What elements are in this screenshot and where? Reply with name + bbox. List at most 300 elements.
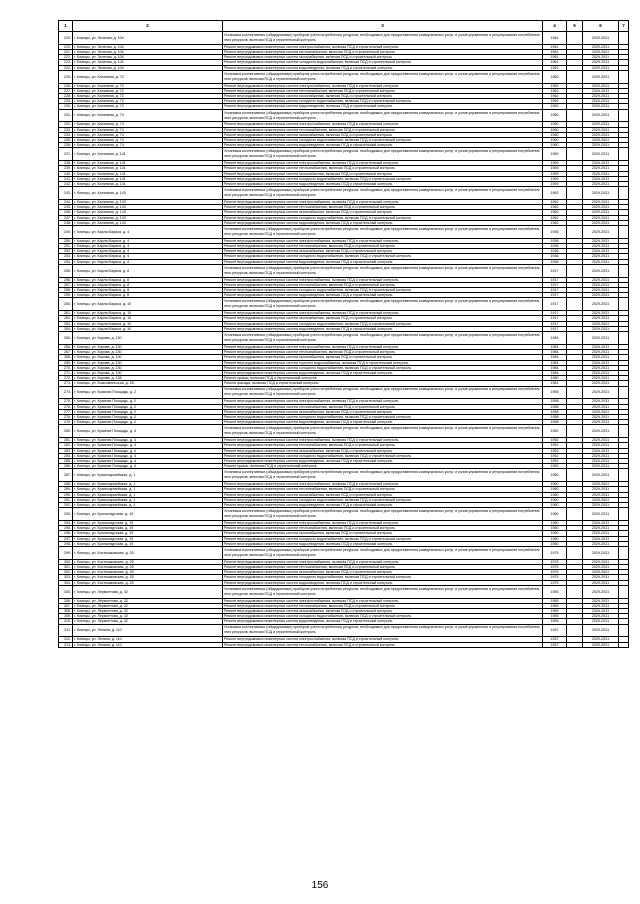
address-cell: г. Клинцы, ул. Костюшковская, д. 25	[73, 580, 223, 585]
work-type-cell: Ремонт внутридомовых инженерных систем водоотведения, включая ПСД и строительный контроль	[223, 182, 543, 187]
work-type-cell: Установка коллективных (общедомовых) приборов учета потребления ресурсов, необходимых для предоставления коммунальных услуг, и узлов управления и регулирования потребления этих ресурсов, включая ПСД и строительный контроль	[223, 624, 543, 637]
work-type-cell: Ремонт внутридомовых инженерных систем теплоснабжения, включая ПСД и строительный контроль	[223, 526, 543, 531]
year-cell: 1959	[543, 161, 567, 166]
period-cell: 2029-2031	[583, 414, 619, 419]
period-cell: 2029-2031	[583, 210, 619, 215]
row-number-cell: 271.	[59, 370, 73, 375]
address-cell: г. Клинцы, ул. Калинина, д. 74	[73, 109, 223, 122]
row-number-cell: 292.	[59, 502, 73, 507]
row-number-cell: 228.	[59, 94, 73, 99]
row-number-cell: 258.	[59, 288, 73, 293]
row-number-cell: 222.	[59, 55, 73, 60]
page-number: 156	[311, 880, 329, 891]
address-cell: г. Клинцы, ул. Калинина, д. 72	[73, 94, 223, 99]
work-type-cell: Ремонт внутридомовых инженерных систем холодного водоснабжения, включая ПСД и строительный контроль	[223, 138, 543, 143]
row-number-cell: 238.	[59, 161, 73, 166]
row-number-cell: 244.	[59, 200, 73, 205]
row-number-cell: 305.	[59, 585, 73, 598]
row-number-cell: 257.	[59, 282, 73, 287]
address-cell: г. Клинцы, ул. Кирова, д. 130	[73, 350, 223, 355]
work-type-cell: Ремонт внутридомовых инженерных систем газоснабжения, включая ПСД и строительный контроль	[223, 531, 543, 536]
work-type-cell: Ремонт внутридомовых инженерных систем водоотведения, включая ПСД и строительный контроль	[223, 143, 543, 148]
work-type-cell: Ремонт внутридомовых инженерных систем водоотведения, включая ПСД и строительный контроль	[223, 580, 543, 585]
address-cell: г. Клинцы, ул. Зеленая, д. 104	[73, 50, 223, 55]
year-cell: 1961	[543, 55, 567, 60]
row-number-cell: 295.	[59, 526, 73, 531]
year-cell: 1958	[543, 420, 567, 425]
row-number-cell: 220.	[59, 44, 73, 49]
empty-cell	[567, 332, 583, 345]
empty-cell	[619, 70, 629, 83]
work-type-cell: Ремонт внутридомовых инженерных систем теплоснабжения, включая ПСД и строительный контроль	[223, 282, 543, 287]
address-cell: г. Клинцы, ул. Кронштадтская, д. 19	[73, 526, 223, 531]
table-body	[59, 21, 629, 648]
address-cell: г. Клинцы, ул. Лермонтова, д. 32	[73, 598, 223, 603]
year-cell: 1962	[543, 215, 567, 220]
row-number-cell: 242.	[59, 182, 73, 187]
work-type-cell: Установка коллективных (общедомовых) приборов учета потребления ресурсов, необходимых для предоставления коммунальных услуг, и узлов управления и регулирования потребления этих ресурсов, включая ПСД и строительный контроль	[223, 546, 543, 559]
table-row	[59, 546, 629, 559]
col-header-2: 2	[73, 21, 223, 32]
address-cell: г. Клинцы, ул. Карла Маркса, д. 8	[73, 293, 223, 298]
table-row	[59, 148, 629, 161]
year-cell: 1917	[543, 288, 567, 293]
period-cell: 2029-2031	[583, 311, 619, 316]
address-cell: г. Клинцы, ул. Красная Площадь, д. 4	[73, 464, 223, 469]
year-cell: 1958	[543, 404, 567, 409]
period-cell: 2029-2031	[583, 148, 619, 161]
year-cell: 1960	[543, 541, 567, 546]
period-cell: 2029-2031	[583, 249, 619, 254]
period-cell: 2029-2031	[583, 642, 619, 647]
work-type-cell: Ремонт внутридомовых инженерных систем электроснабжения, включая ПСД и строительный контроль	[223, 438, 543, 443]
year-cell: 1961	[543, 44, 567, 49]
work-type-cell: Ремонт внутридомовых инженерных систем газоснабжения, включая ПСД и строительный контроль	[223, 570, 543, 575]
address-cell: г. Клинцы, ул. Зеленая, д. 104	[73, 55, 223, 60]
year-cell: 1984	[543, 360, 567, 365]
work-type-cell: Установка коллективных (общедомовых) приборов учета потребления ресурсов, необходимых для предоставления коммунальных услуг, и узлов управления и регулирования потребления этих ресурсов, включая ПСД и строительный контроль	[223, 187, 543, 200]
year-cell: 1960	[543, 109, 567, 122]
year-cell: 1975	[543, 546, 567, 559]
period-cell: 2029-2031	[583, 637, 619, 642]
work-type-cell: Ремонт внутридомовых инженерных систем водоотведения, включая ПСД и строительный контроль	[223, 502, 543, 507]
work-type-cell: Ремонт внутридомовых инженерных систем водоотведения, включая ПСД и строительный контроль	[223, 259, 543, 264]
address-cell: г. Клинцы, ул. Красноармейская, д. 1	[73, 469, 223, 482]
row-number-cell: 273.	[59, 381, 73, 386]
year-cell: 1980	[543, 376, 567, 381]
year-cell: 1917	[543, 321, 567, 326]
year-cell: 1961	[543, 60, 567, 65]
work-type-cell: Ремонт внутридомовых инженерных систем газоснабжения, включая ПСД и строительный контроль	[223, 316, 543, 321]
period-cell: 2029-2031	[583, 83, 619, 88]
address-cell: г. Клинцы, ул. Калинина, д. 72	[73, 99, 223, 104]
empty-cell	[567, 508, 583, 521]
year-cell: 1962	[543, 205, 567, 210]
period-cell: 2029-2031	[583, 492, 619, 497]
empty-cell	[567, 624, 583, 637]
row-number-cell: 226.	[59, 83, 73, 88]
work-type-cell: Ремонт крыши, включая ПСД и строительный контроль	[223, 376, 543, 381]
year-cell: 1952	[543, 448, 567, 453]
year-cell: 1936	[543, 244, 567, 249]
year-cell: 1917	[543, 264, 567, 277]
row-number-cell: 263.	[59, 321, 73, 326]
row-number-cell: 225.	[59, 70, 73, 83]
work-type-cell: Ремонт внутридомовых инженерных систем водоотведения, включая ПСД и строительный контроль	[223, 326, 543, 331]
year-cell: 1936	[543, 249, 567, 254]
row-number-cell: 265.	[59, 332, 73, 345]
table-row	[59, 585, 629, 598]
work-type-cell: Ремонт внутридомовых инженерных систем газоснабжения, включая ПСД и строительный контроль	[223, 249, 543, 254]
period-cell: 2029-2031	[583, 497, 619, 502]
empty-cell	[619, 508, 629, 521]
period-cell: 2029-2031	[583, 376, 619, 381]
period-cell: 2029-2031	[583, 520, 619, 525]
period-cell: 2029-2031	[583, 425, 619, 438]
work-type-cell: Ремонт внутридомовых инженерных систем газоснабжения, включая ПСД и строительный контроль	[223, 132, 543, 137]
period-cell: 2029-2031	[583, 288, 619, 293]
work-type-cell: Установка коллективных (общедомовых) приборов учета потребления ресурсов, необходимых для предоставления коммунальных услуг, и узлов управления и регулирования потребления этих ресурсов, включая ПСД и строительный контроль	[223, 585, 543, 598]
period-cell: 2029-2031	[583, 44, 619, 49]
work-type-cell: Ремонт внутридомовых инженерных систем электроснабжения, включая ПСД и строительный контроль	[223, 277, 543, 282]
year-cell: 1962	[543, 210, 567, 215]
work-type-cell: Установка коллективных (общедомовых) приборов учета потребления ресурсов, необходимых для предоставления коммунальных услуг, и узлов управления и регулирования потребления этих ресурсов, включая ПСД и строительный контроль	[223, 148, 543, 161]
empty-cell	[619, 264, 629, 277]
row-number-cell: 309.	[59, 614, 73, 619]
col-header-4: 4	[543, 21, 567, 32]
period-cell: 2029-2031	[583, 104, 619, 109]
row-number-cell: 268.	[59, 355, 73, 360]
work-type-cell: Ремонт внутридомовых инженерных систем электроснабжения, включая ПСД и строительный контроль	[223, 161, 543, 166]
empty-cell	[619, 148, 629, 161]
work-type-cell: Ремонт внутридомовых инженерных систем теплоснабжения, включая ПСД и строительный контроль	[223, 642, 543, 647]
year-cell: 1936	[543, 226, 567, 239]
year-cell: 1952	[543, 464, 567, 469]
work-type-cell: Ремонт внутридомовых инженерных систем водоотведения, включая ПСД и строительный контроль	[223, 619, 543, 624]
row-number-cell: 276.	[59, 404, 73, 409]
address-cell: г. Клинцы, ул. Калинина, д. 143	[73, 210, 223, 215]
row-number-cell: 285.	[59, 458, 73, 463]
address-cell: г. Клинцы, ул. Красная Площадь, д. 2	[73, 404, 223, 409]
address-cell: г. Клинцы, ул. Калинина, д. 72	[73, 70, 223, 83]
period-cell: 2029-2031	[583, 55, 619, 60]
row-number-cell: 261.	[59, 311, 73, 316]
address-cell: г. Клинцы, ул. Калинина, д. 141	[73, 166, 223, 171]
year-cell: 1975	[543, 564, 567, 569]
empty-cell	[567, 187, 583, 200]
period-cell: 2029-2031	[583, 541, 619, 546]
work-type-cell: Ремонт внутридомовых инженерных систем холодного водоснабжения, включая ПСД и строительный контроль	[223, 99, 543, 104]
period-cell: 2029-2031	[583, 215, 619, 220]
address-cell: г. Клинцы, ул. Красная Площадь, д. 4	[73, 438, 223, 443]
work-type-cell: Установка коллективных (общедомовых) приборов учета потребления ресурсов, необходимых для предоставления коммунальных услуг, и узлов управления и регулирования потребления этих ресурсов, включая ПСД и строительный контроль	[223, 70, 543, 83]
year-cell: 1936	[543, 254, 567, 259]
period-cell: 2029-2031	[583, 360, 619, 365]
period-cell: 2029-2031	[583, 138, 619, 143]
empty-cell	[619, 109, 629, 122]
year-cell: 1955	[543, 619, 567, 624]
address-cell: г. Клинцы, ул. Красная Площадь, д. 2	[73, 414, 223, 419]
empty-cell	[567, 425, 583, 438]
row-number-cell: 307.	[59, 603, 73, 608]
work-type-cell: Ремонт внутридомовых инженерных систем газоснабжения, включая ПСД и строительный контроль	[223, 492, 543, 497]
address-cell: г. Клинцы, ул. Костюшковская, д. 25	[73, 546, 223, 559]
work-type-cell: Ремонт внутридомовых инженерных систем электроснабжения, включая ПСД и строительный контроль	[223, 311, 543, 316]
empty-cell	[619, 585, 629, 598]
address-cell: г. Клинцы, ул. Красная Площадь, д. 4	[73, 453, 223, 458]
period-cell: 2029-2031	[583, 575, 619, 580]
period-cell: 2029-2031	[583, 99, 619, 104]
address-cell: г. Клинцы, ул. Калинина, д. 72	[73, 83, 223, 88]
work-type-cell: Ремонт внутридомовых инженерных систем холодного водоснабжения, включая ПСД и строительный контроль	[223, 414, 543, 419]
empty-cell	[619, 624, 629, 637]
work-type-cell: Ремонт внутридомовых инженерных систем холодного водоснабжения, включая ПСД и строительный контроль	[223, 575, 543, 580]
year-cell: 1961	[543, 32, 567, 45]
address-cell: г. Клинцы, ул. Кирова, д. 138	[73, 376, 223, 381]
address-cell: г. Клинцы, ул. Костюшковская, д. 25	[73, 570, 223, 575]
work-type-cell: Ремонт внутридомовых инженерных систем водоотведения, включая ПСД и строительный контроль	[223, 104, 543, 109]
work-type-cell: Ремонт внутридомовых инженерных систем газоснабжения, включая ПСД и строительный контроль	[223, 409, 543, 414]
address-cell: г. Клинцы, ул. Карла Маркса, д. 8	[73, 282, 223, 287]
work-type-cell: Ремонт внутридомовых инженерных систем электроснабжения, включая ПСД и строительный контроль	[223, 44, 543, 49]
year-cell: 1960	[543, 487, 567, 492]
address-cell: г. Клинцы, ул. Красноармейская, д. 1	[73, 482, 223, 487]
row-number-cell: 287.	[59, 469, 73, 482]
row-number-cell: 279.	[59, 420, 73, 425]
row-number-cell: 251.	[59, 244, 73, 249]
work-type-cell: Ремонт внутридомовых инженерных систем холодного водоснабжения, включая ПСД и строительный контроль	[223, 497, 543, 502]
row-number-cell: 253.	[59, 254, 73, 259]
row-number-cell: 283.	[59, 448, 73, 453]
row-number-cell: 232.	[59, 122, 73, 127]
work-type-cell: Ремонт фасада, включая ПСД и строительный контроль	[223, 381, 543, 386]
address-cell: г. Клинцы, ул. Ленина, д. 110	[73, 637, 223, 642]
row-number-cell: 256.	[59, 277, 73, 282]
row-number-cell: 230.	[59, 104, 73, 109]
table-row	[59, 109, 629, 122]
address-cell: г. Клинцы, ул. Калинина, д. 141	[73, 148, 223, 161]
empty-cell	[619, 546, 629, 559]
table-row	[59, 624, 629, 637]
row-number-cell: 297.	[59, 536, 73, 541]
empty-cell	[567, 226, 583, 239]
year-cell: 1952	[543, 458, 567, 463]
work-type-cell: Установка коллективных (общедомовых) приборов учета потребления ресурсов, необходимых для предоставления коммунальных услуг, и узлов управления и регулирования потребления этих ресурсов, включая ПСД и строительный контроль	[223, 332, 543, 345]
year-cell: 1955	[543, 585, 567, 598]
period-cell: 2029-2031	[583, 381, 619, 386]
work-type-cell: Ремонт внутридомовых инженерных систем холодного водоснабжения, включая ПСД и строительный контроль	[223, 365, 543, 370]
address-cell: г. Клинцы, ул. Карла Маркса, д. 8	[73, 264, 223, 277]
row-number-cell: 308.	[59, 608, 73, 613]
empty-cell	[619, 332, 629, 345]
work-type-cell: Ремонт внутридомовых инженерных систем теплоснабжения, включая ПСД и строительный контроль	[223, 350, 543, 355]
period-cell: 2029-2031	[583, 187, 619, 200]
period-cell: 2029-2031	[583, 326, 619, 331]
address-cell: г. Клинцы, ул. Красная Площадь, д. 2	[73, 420, 223, 425]
work-type-cell: Ремонт внутридомовых инженерных систем водоотведения, включая ПСД и строительный контроль	[223, 458, 543, 463]
period-cell: 2029-2031	[583, 464, 619, 469]
period-cell: 2029-2031	[583, 502, 619, 507]
year-cell: 1981	[543, 381, 567, 386]
work-type-cell: Ремонт внутридомовых инженерных систем холодного водоснабжения, включая ПСД и строительный контроль	[223, 254, 543, 259]
address-cell: г. Клинцы, ул. Красная Площадь, д. 2	[73, 399, 223, 404]
period-cell: 2029-2031	[583, 453, 619, 458]
period-cell: 2029-2031	[583, 355, 619, 360]
address-cell: г. Клинцы, ул. Кирова, д. 130	[73, 355, 223, 360]
year-cell: 1960	[543, 497, 567, 502]
row-number-cell: 260.	[59, 298, 73, 311]
period-cell: 2029-2031	[583, 50, 619, 55]
empty-cell	[567, 298, 583, 311]
address-cell: г. Клинцы, ул. Ленина, д. 110	[73, 624, 223, 637]
row-number-cell: 269.	[59, 360, 73, 365]
row-number-cell: 275.	[59, 399, 73, 404]
work-type-cell: Установка коллективных (общедомовых) приборов учета потребления ресурсов, необходимых для предоставления коммунальных услуг, и узлов управления и регулирования потребления этих ресурсов, включая ПСД и строительный контроль	[223, 386, 543, 399]
year-cell: 1960	[543, 127, 567, 132]
address-cell: г. Клинцы, ул. Кронштадтская, д. 19	[73, 520, 223, 525]
row-number-cell: 306.	[59, 598, 73, 603]
column-number-header-row	[59, 21, 629, 32]
address-cell: г. Клинцы, ул. Кирова, д. 130	[73, 370, 223, 375]
period-cell: 2029-2031	[583, 238, 619, 243]
row-number-cell: 304.	[59, 580, 73, 585]
year-cell: 1984	[543, 350, 567, 355]
year-cell: 1960	[543, 482, 567, 487]
address-cell: г. Клинцы, ул. Красноармейская, д. 1	[73, 502, 223, 507]
period-cell: 2029-2031	[583, 448, 619, 453]
row-number-cell: 277.	[59, 409, 73, 414]
address-cell: г. Клинцы, ул. Зеленая, д. 104	[73, 65, 223, 70]
address-cell: г. Клинцы, ул. Красная Площадь, д. 2	[73, 386, 223, 399]
empty-cell	[567, 386, 583, 399]
year-cell: 1959	[543, 182, 567, 187]
period-cell: 2029-2031	[583, 526, 619, 531]
address-cell: г. Клинцы, ул. Красная Площадь, д. 4	[73, 425, 223, 438]
year-cell: 1961	[543, 65, 567, 70]
table-row	[59, 332, 629, 345]
period-cell: 2029-2031	[583, 438, 619, 443]
period-cell: 2029-2031	[583, 143, 619, 148]
address-cell: г. Клинцы, ул. Калинина, д. 143	[73, 215, 223, 220]
year-cell: 1960	[543, 502, 567, 507]
year-cell: 1962	[543, 220, 567, 225]
address-cell: г. Клинцы, ул. Калинина, д. 143	[73, 200, 223, 205]
year-cell: 1917	[543, 282, 567, 287]
year-cell: 1962	[543, 83, 567, 88]
period-cell: 2029-2031	[583, 409, 619, 414]
address-cell: г. Клинцы, ул. Костюшковская, д. 25	[73, 564, 223, 569]
address-cell: г. Клинцы, ул. Карла Маркса, д. 4	[73, 238, 223, 243]
work-type-cell: Ремонт внутридомовых инженерных систем водоотведения, включая ПСД и строительный контроль	[223, 370, 543, 375]
year-cell: 1962	[543, 104, 567, 109]
period-cell: 2029-2031	[583, 132, 619, 137]
period-cell: 2029-2031	[583, 65, 619, 70]
row-number-cell: 303.	[59, 575, 73, 580]
year-cell: 1917	[543, 326, 567, 331]
row-number-cell: 286.	[59, 464, 73, 469]
year-cell: 1958	[543, 386, 567, 399]
address-cell: г. Клинцы, ул. Калинина, д. 141	[73, 161, 223, 166]
row-number-cell: 266.	[59, 344, 73, 349]
year-cell: 1960	[543, 520, 567, 525]
work-type-cell: Ремонт внутридомовых инженерных систем газоснабжения, включая ПСД и строительный контроль	[223, 210, 543, 215]
period-cell: 2029-2031	[583, 370, 619, 375]
address-cell: г. Клинцы, ул. Карла Маркса, д. 10	[73, 321, 223, 326]
table-row	[59, 425, 629, 438]
period-cell: 2029-2031	[583, 182, 619, 187]
work-type-cell: Установка коллективных (общедомовых) приборов учета потребления ресурсов, необходимых для предоставления коммунальных услуг, и узлов управления и регулирования потребления этих ресурсов, включая ПСД и строительный контроль	[223, 425, 543, 438]
year-cell: 1975	[543, 570, 567, 575]
work-type-cell: Ремонт внутридомовых инженерных систем теплоснабжения, включая ПСД и строительный контроль	[223, 603, 543, 608]
work-type-cell: Ремонт внутридомовых инженерных систем теплоснабжения, включая ПСД и строительный контроль	[223, 244, 543, 249]
period-cell: 2029-2031	[583, 254, 619, 259]
period-cell: 2029-2031	[583, 546, 619, 559]
period-cell: 2029-2031	[583, 386, 619, 399]
row-number-cell: 280.	[59, 425, 73, 438]
year-cell: 1955	[543, 614, 567, 619]
row-number-cell: 254.	[59, 259, 73, 264]
work-type-cell: Ремонт внутридомовых инженерных систем теплоснабжения, включая ПСД и строительный контроль	[223, 88, 543, 93]
year-cell: 1936	[543, 238, 567, 243]
col-header-7: 7	[619, 21, 629, 32]
work-type-cell: Ремонт внутридомовых инженерных систем водоотведения, включая ПСД и строительный контроль	[223, 541, 543, 546]
address-cell: г. Клинцы, ул. Калинина, д. 74	[73, 138, 223, 143]
empty-cell	[567, 585, 583, 598]
work-type-cell: Установка коллективных (общедомовых) приборов учета потребления ресурсов, необходимых для предоставления коммунальных услуг, и узлов управления и регулирования потребления этих ресурсов, включая ПСД и строительный контроль	[223, 109, 543, 122]
year-cell: 1952	[543, 443, 567, 448]
period-cell: 2029-2031	[583, 585, 619, 598]
address-cell: г. Клинцы, ул. Карла Маркса, д. 4	[73, 259, 223, 264]
year-cell: 1984	[543, 344, 567, 349]
empty-cell	[619, 642, 629, 647]
work-type-cell: Ремонт внутридомовых инженерных систем электроснабжения, включая ПСД и строительный контроль	[223, 559, 543, 564]
work-type-cell: Ремонт внутридомовых инженерных систем теплоснабжения, включая ПСД и строительный контроль	[223, 166, 543, 171]
address-cell: г. Клинцы, ул. Кронштадтская, д. 19	[73, 536, 223, 541]
row-number-cell: 233.	[59, 127, 73, 132]
address-cell: г. Клинцы, ул. Зеленая, д. 104	[73, 60, 223, 65]
row-number-cell: 223.	[59, 60, 73, 65]
period-cell: 2029-2031	[583, 624, 619, 637]
row-number-cell: 302.	[59, 570, 73, 575]
work-type-cell: Ремонт внутридомовых инженерных систем газоснабжения, включая ПСД и строительный контроль	[223, 608, 543, 613]
row-number-cell: 291.	[59, 497, 73, 502]
empty-cell	[619, 425, 629, 438]
row-number-cell: 313.	[59, 642, 73, 647]
work-type-cell: Ремонт внутридомовых инженерных систем газоснабжения, включая ПСД и строительный контроль	[223, 171, 543, 176]
address-cell: г. Клинцы, ул. Карла Маркса, д. 4	[73, 226, 223, 239]
row-number-cell: 300.	[59, 559, 73, 564]
period-cell: 2029-2031	[583, 200, 619, 205]
table-row	[59, 469, 629, 482]
empty-cell	[619, 298, 629, 311]
year-cell: 1952	[543, 425, 567, 438]
row-number-cell: 250.	[59, 238, 73, 243]
work-type-cell: Ремонт внутридомовых инженерных систем теплоснабжения, включая ПСД и строительный контроль	[223, 50, 543, 55]
row-number-cell: 252.	[59, 249, 73, 254]
row-number-cell: 290.	[59, 492, 73, 497]
year-cell: 1958	[543, 409, 567, 414]
work-type-cell: Ремонт внутридомовых инженерных систем газоснабжения, включая ПСД и строительный контроль	[223, 448, 543, 453]
row-number-cell: 288.	[59, 482, 73, 487]
year-cell: 1917	[543, 298, 567, 311]
work-type-cell: Установка коллективных (общедомовых) приборов учета потребления ресурсов, необходимых для предоставления коммунальных услуг, и узлов управления и регулирования потребления этих ресурсов, включая ПСД и строительный контроль	[223, 469, 543, 482]
row-number-cell: 298.	[59, 541, 73, 546]
period-cell: 2029-2031	[583, 559, 619, 564]
year-cell: 1960	[543, 469, 567, 482]
table-row	[59, 298, 629, 311]
empty-cell	[619, 32, 629, 45]
year-cell: 1937	[543, 637, 567, 642]
